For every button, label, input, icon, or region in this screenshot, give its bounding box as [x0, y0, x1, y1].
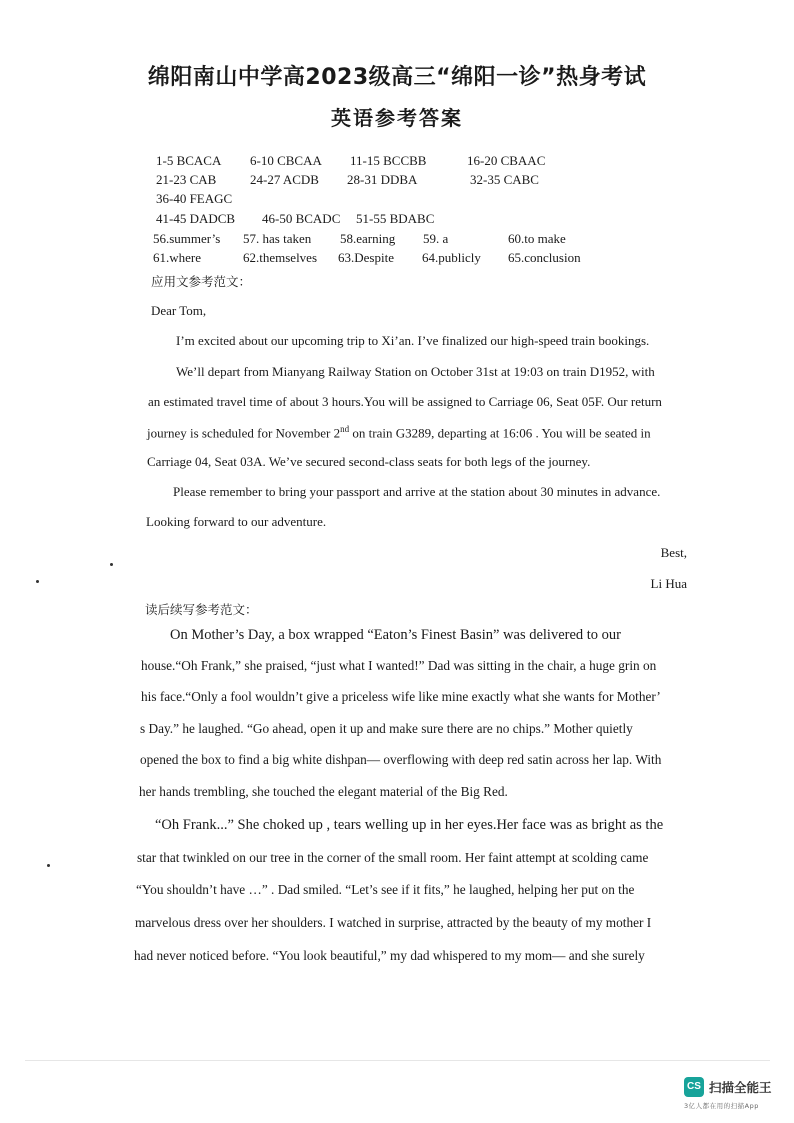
answer-group: 62.themselves — [243, 250, 318, 265]
letter-line: Carriage 04, Seat 03A. We’ve secured second-class seats for both legs of the journey. — [147, 454, 591, 469]
answer-group: 1-5 BCACA — [156, 153, 222, 168]
exam-title: 绵阳南山中学高2023级高三“绵阳一诊”热身考试 — [147, 65, 647, 90]
answer-group: 59. a — [423, 231, 449, 246]
scanner-app-name: 扫描全能王 — [709, 1080, 772, 1095]
story-line: “Oh Frank...” She choked up , tears welling up in her eyes.Her face was as bright as the — [155, 817, 664, 833]
letter-line: an estimated travel time of about 3 hours.You will be assigned to Carriage 06, Seat 05F. Our return — [148, 394, 662, 409]
letter-signature: Li Hua — [650, 576, 687, 591]
letter-closing: Best, — [660, 545, 687, 560]
story-line: On Mother’s Day, a box wrapped “Eaton’s Finest Basin” was delivered to our — [170, 627, 622, 643]
answer-group: 36-40 FEAGC — [156, 191, 233, 206]
answer-group: 57. has taken — [243, 231, 312, 246]
letter-line: I’m excited about our upcoming trip to Xi’an. I’ve finalized our high-speed train bookings. — [176, 333, 650, 348]
letter-salutation: Dear Tom, — [151, 303, 207, 318]
answer-group: 46-50 BCADC — [262, 211, 341, 226]
story-line: his face.“Only a fool wouldn’t give a priceless wife like mine exactly what she wants for Mother’ — [141, 689, 661, 704]
answer-group: 16-20 CBAAC — [467, 153, 546, 168]
scan-speck — [47, 864, 50, 867]
story-line: star that twinkled on our tree in the corner of the small room. Her faint attempt at scolding came — [137, 850, 649, 865]
letter-line: We’ll depart from Mianyang Railway Station on October 31st at 19:03 on train D1952, with — [176, 364, 655, 379]
answer-group: 63.Despite — [338, 250, 394, 265]
answer-group: 65.conclusion — [508, 250, 581, 265]
letter-label: 应用文参考范文： — [151, 274, 252, 289]
scanner-tagline: 3亿人都在用的扫描App — [684, 1102, 759, 1110]
answer-group: 41-45 DADCB — [156, 211, 236, 226]
answer-group: 61.where — [153, 250, 202, 265]
answer-group: 11-15 BCCBB — [350, 153, 427, 168]
letter-line: Looking forward to our adventure. — [146, 514, 327, 529]
answer-group: 64.publicly — [422, 250, 481, 265]
scan-speck — [36, 580, 39, 583]
letter-line: journey is scheduled for November 2nd on train G3289, departing at 16:06 . You will be seated in — [147, 424, 651, 441]
story-line: had never noticed before. “You look beautiful,” my dad whispered to my mom— and she surely — [134, 948, 645, 963]
answer-group: 56.summer’s — [153, 231, 221, 246]
answer-group: 58.earning — [340, 231, 396, 246]
story-line: “You shouldn’t have …” . Dad smiled. “Let’s see if it fits,” he laughed, helping her put on the — [136, 882, 635, 897]
answer-group: 6-10 CBCAA — [250, 153, 322, 168]
footer-divider — [25, 1060, 770, 1061]
answer-group: 24-27 ACDB — [250, 172, 319, 187]
story-line: opened the box to find a big white dishpan— overflowing with deep red satin across her lap. With — [140, 752, 662, 767]
scan-speck — [110, 563, 113, 566]
answer-group: 51-55 BDABC — [356, 211, 435, 226]
continuation-label: 读后续写参考范文： — [145, 602, 258, 617]
story-line: house.“Oh Frank,” she praised, “just what I wanted!” Dad was sitting in the chair, a huge grin on — [141, 658, 657, 673]
answer-group: 32-35 CABC — [470, 172, 539, 187]
story-line: marvelous dress over her shoulders. I watched in surprise, attracted by the beauty of my mother I — [135, 915, 652, 930]
story-line: her hands trembling, she touched the elegant material of the Big Red. — [139, 784, 508, 799]
answer-group: 28-31 DDBA — [347, 172, 418, 187]
answer-group: 60.to make — [508, 231, 566, 246]
answer-key-title: 英语参考答案 — [331, 106, 463, 130]
story-line: s Day.” he laughed. “Go ahead, open it up and make sure there are no chips.” Mother quietly — [140, 721, 633, 736]
camscanner-logo-icon: CS — [684, 1077, 704, 1097]
letter-line: Please remember to bring your passport and arrive at the station about 30 minutes in advance. — [173, 484, 661, 499]
answer-group: 21-23 CAB — [156, 172, 217, 187]
